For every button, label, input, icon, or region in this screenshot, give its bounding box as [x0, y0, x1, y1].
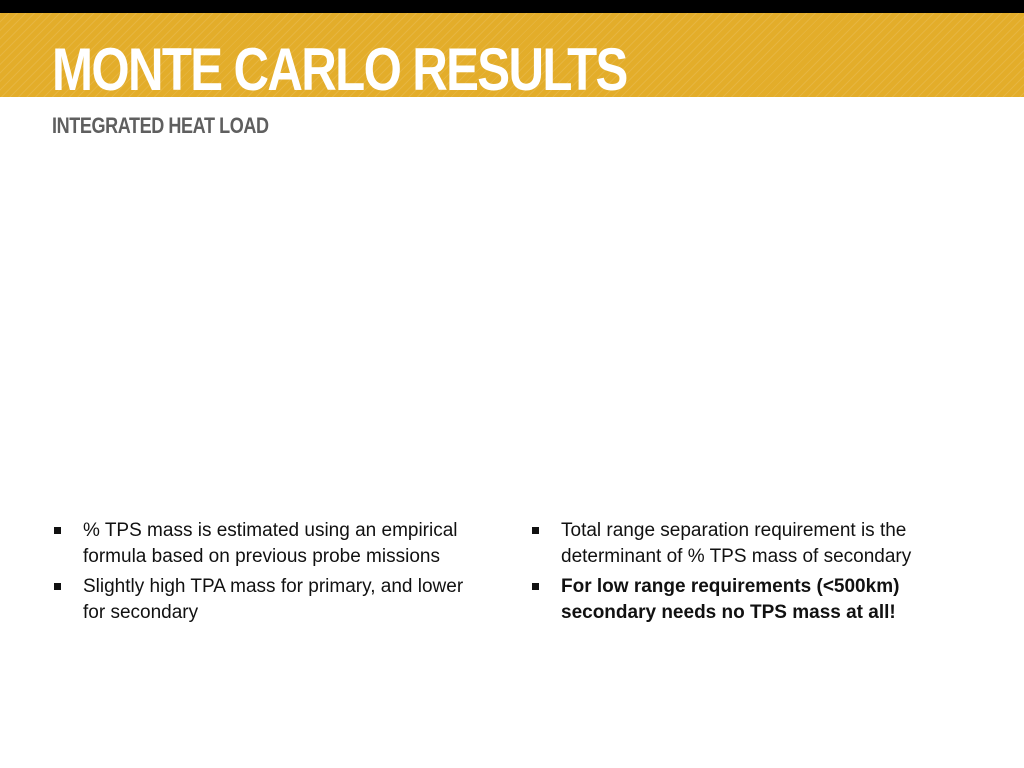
- bullet-text: For low range requirements (<500km) secondary needs no TPS mass at all!: [561, 576, 900, 623]
- bullet-text: Slightly high TPA mass for primary, and lower for secondary: [83, 576, 464, 623]
- bullet-item: [52, 574, 472, 625]
- bullet-square-icon: [54, 583, 61, 590]
- bullet-square-icon: [54, 527, 61, 534]
- bullet-text: % TPS mass is estimated using an empirical formula based on previous probe missions: [83, 520, 458, 567]
- bullet-text: Total range separation requirement is the determinant of % TPS mass of secondary: [561, 520, 912, 567]
- slide-subtitle: INTEGRATED HEAT LOAD: [52, 113, 269, 138]
- bullet-item: [530, 518, 950, 569]
- bullet-square-icon: [532, 527, 539, 534]
- bullet-item-emphasis: [530, 574, 950, 625]
- top-bar: [0, 0, 1024, 13]
- right-bullet-list: [530, 518, 950, 630]
- bullet-square-icon: [532, 583, 539, 590]
- slide-title: MONTE CARLO RESULTS: [52, 36, 627, 103]
- bullet-item: [52, 518, 472, 569]
- left-bullet-list: [52, 518, 472, 630]
